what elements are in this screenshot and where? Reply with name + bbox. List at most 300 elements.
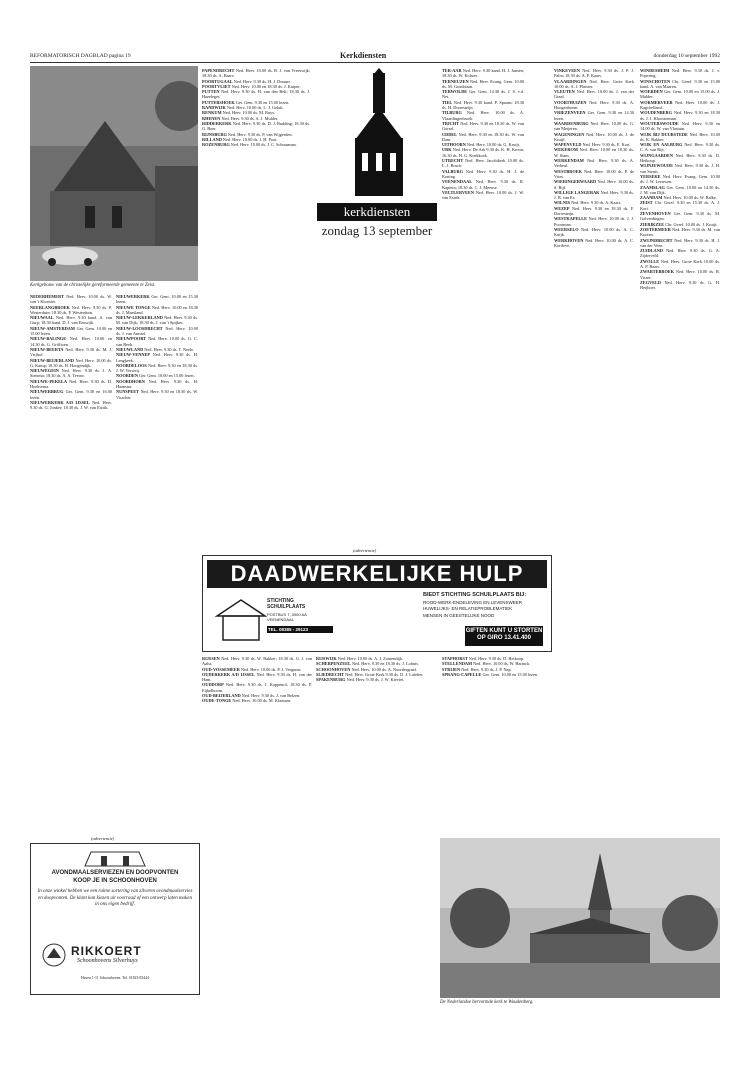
- place-name: NIEUWEGEIN: [30, 368, 59, 374]
- service-details: Ger. Gem. 9.30 en 15.00 lezen.: [235, 99, 290, 105]
- service-details: Ned. Herv. 10.00 ds. J. W. van Estrik.: [442, 189, 524, 201]
- service-entry: [30, 294, 112, 305]
- place-name: WOUTERSWOUDE: [640, 120, 679, 126]
- church-photo-woudenberg: [440, 838, 720, 998]
- place-name: UTRECHT: [442, 158, 464, 164]
- service-details: Ned. Herv. 9.30 ds. C. A. van Rijt.: [640, 142, 720, 153]
- place-name: ZWARTEBROEK: [640, 269, 674, 275]
- service-details: Ned. Herv. 9.30 en 18.30 ds. W. Visscher.: [116, 389, 198, 400]
- service-date: zondag 13 september: [321, 223, 433, 238]
- service-details: Ned. Herv. 10.00 ds. R. Visser.: [640, 269, 720, 280]
- place-name: YERSEKE: [640, 173, 661, 179]
- place-name: ZAANDAM: [640, 195, 663, 201]
- service-details: Ned. Herv. 10.00 ds. J. van Amstel.: [116, 325, 198, 337]
- service-details: Ned. Herv. 10.00 ds. J. Kagchelland.: [640, 99, 720, 111]
- service-entry: [442, 179, 524, 190]
- place-name: VLEUTEN: [554, 89, 575, 95]
- service-details: Ned. Herv. 9.30 ds. E. Kort.: [582, 142, 631, 148]
- place-name: ZEGVELD: [640, 279, 662, 285]
- service-details: Ger. Gem. 10.00 en 15.00 lezen.: [482, 671, 539, 677]
- service-entry: [442, 100, 524, 111]
- service-entry: [30, 315, 112, 326]
- service-entry: [640, 142, 720, 153]
- listing-column-2: [202, 68, 310, 548]
- ad-bullets: [423, 592, 526, 619]
- place-name: ZEVENHOVEN: [640, 211, 671, 217]
- service-details: Ned. Herv. 9.30 ds. H. Haanstra.: [116, 378, 198, 390]
- kerkdiensten-title: kerkdiensten: [317, 203, 437, 221]
- service-details: Ned. Herv. 10.00 ds. K. Bakker.: [640, 131, 720, 142]
- place-name: VLAARDINGEN: [554, 78, 587, 84]
- service-details: Ned. Herv. 10.00 ds. G. Kruijt.: [466, 142, 521, 148]
- place-name: POORTUGAAL: [202, 78, 233, 84]
- service-entry: [316, 677, 434, 682]
- service-details: Ned. Herv. 9.30 ds. J. van Belzen.: [241, 693, 301, 699]
- service-details: Ned. Herv. Grote Kerk 9.30 ds. D. J. Lafeber.: [345, 671, 424, 677]
- service-details: Ned. Herv. 10.00 ds. L. J. Geluk.: [226, 105, 284, 111]
- photo1-caption: Kerkgebouw van de christelijke gereformeerde gemeente te Zeist.: [30, 283, 156, 288]
- place-name: NIEUW-BEIJERLAND: [30, 357, 75, 363]
- place-name: WIJK BIJ DUURSTEDE: [640, 131, 688, 137]
- service-entry: [554, 238, 634, 249]
- service-details: Ned. Herv. 10.00 ds. J. van der Graaf.: [554, 89, 634, 100]
- place-name: NIEUW-VENNEP: [116, 352, 150, 358]
- service-details: Ned. Herv. 9.30 kand. P. Spaans; 18.30 ds. H. Dorresteijn.: [442, 99, 524, 111]
- service-entry: [116, 379, 198, 390]
- header-left: REFORMATORISCH DAGBLAD pagina 19: [30, 53, 131, 59]
- service-entry: [554, 132, 634, 143]
- service-details: Ned. Herv. 9.30 ds. J. H. van Stenis.: [640, 163, 720, 174]
- place-name: NOORDHORN: [116, 378, 145, 384]
- service-details: Ger. Gem. 10.00 en 14.30 ds. J. M. van Dijk.: [640, 184, 720, 195]
- service-entry: [442, 79, 524, 90]
- service-entry: [554, 110, 634, 121]
- place-name: NIEUW-AMSTERDAM: [30, 325, 75, 331]
- service-details: Ned. Herv. 9.30 ds. M. van Dijk; 18.30 ds. J. van 't Spijker.: [116, 315, 198, 326]
- place-name: WERKENDAM: [554, 158, 584, 164]
- place-name: OUD-BEIJERLAND: [202, 693, 241, 699]
- service-details: Ned. Herv. Jacobikerk 10.00 ds. L. J. Bosch.: [442, 158, 524, 169]
- service-details: Ned. Herv. 9.30 ds. J. v. Popering.: [640, 68, 720, 79]
- service-details: Chr. Geref. 10.00 ds. J. Kruijt.: [665, 221, 718, 227]
- service-details: Ned. Herv. 9.30 ds. H. J. de Koning.: [442, 168, 524, 179]
- place-name: VALBURG: [442, 168, 463, 174]
- service-entry: [640, 110, 720, 121]
- place-name: NIEUWE-PEKELA: [30, 378, 68, 384]
- service-entry: [640, 89, 720, 100]
- place-name: NIEUW-LOOSDRECHT: [116, 325, 163, 331]
- place-name: WESTKAPELLE: [554, 216, 587, 222]
- listing-column-5: [640, 68, 720, 828]
- service-details: Ger. Gem. 14.30 ds. J. S. v.d. Net.: [442, 89, 524, 100]
- service-entry: [554, 100, 634, 111]
- service-entry: [640, 227, 720, 238]
- place-name: NIEUWERKERK: [116, 294, 150, 299]
- place-name: TER-AAR: [442, 68, 462, 73]
- place-name: ZWIJNDRECHT: [640, 237, 673, 243]
- place-name: NOORDEN: [116, 373, 138, 379]
- place-name: WIJNJEWOUDE: [640, 163, 673, 169]
- place-name: WESTBROEK: [554, 168, 582, 174]
- service-entry: [442, 68, 524, 79]
- service-entry: [442, 190, 524, 201]
- place-name: RILLAND: [202, 136, 222, 142]
- service-entry: [554, 179, 634, 190]
- service-entry: [442, 158, 524, 169]
- service-details: Ned. Herv. 10.00 ds. G. Kamp; 18.30 ds. H. Hoogendijk.: [30, 357, 112, 368]
- service-entry: [202, 698, 312, 703]
- bullet-item: HUWELIJKS- EN RELATIEPROBLEMATIEK: [423, 606, 513, 611]
- service-entry: [202, 68, 310, 79]
- place-name: STRIJEN: [442, 666, 461, 672]
- service-entry: [202, 656, 312, 667]
- place-name: RIJNSBURG: [202, 131, 227, 137]
- service-details: Chr. Geref. 9.30 en 15.00 kand. A. van Maaren.: [640, 78, 720, 89]
- place-name: WIERINGERWAARD: [554, 179, 597, 185]
- place-name: VELTLERVEEN: [442, 189, 474, 195]
- place-name: ZEIST: [640, 200, 653, 206]
- service-entry: [30, 379, 112, 390]
- service-entry: [640, 259, 720, 270]
- place-name: OUDERKERK A/D IJSSEL: [202, 671, 255, 677]
- service-entry: [202, 682, 312, 693]
- service-details: Ned. Herv. 10.00 ds. A. C. Kortleve.: [554, 237, 634, 248]
- place-name: NIEUWAAL: [30, 315, 54, 321]
- photo2-caption: De Nederlandse hervormde kerk te Woudenberg.: [440, 1000, 534, 1005]
- service-details: Ned. Herv. 9.30 ds. H. van den Belt; 18.30 ds. J. Hazeleger.: [202, 89, 310, 100]
- place-name: WINDESHEIM: [640, 68, 670, 73]
- service-details: Ned. Herv. 9.30 ds. J. P. J. Palm; 18.30 ds. A. P. Kaars.: [554, 68, 634, 79]
- service-details: Ned. Herv. 9.30 ds. H. Lengkeek.: [116, 352, 198, 363]
- service-details: Ger. Gem. 10.00 en 15.00 lezen.: [30, 325, 112, 337]
- service-details: Ned. Herv. 9.30 en 14.00 ds. W. van Vlastuin.: [640, 120, 720, 132]
- place-name: ZWOLLE: [640, 258, 660, 264]
- place-name: SCHERPENZEEL: [316, 661, 351, 667]
- service-entry: [640, 269, 720, 280]
- place-name: NEDERHEMERT: [30, 294, 64, 299]
- service-details: Ned. Herv. 9.30 ds. A. Hoogenboom.: [554, 99, 634, 111]
- service-details: Ned. Herv. 10.00 ds. S. Bijl.: [554, 179, 634, 190]
- service-entry: [116, 389, 198, 400]
- place-name: WILNIS: [554, 200, 571, 206]
- rikkoert-ad: [30, 836, 200, 995]
- service-entry: [202, 672, 312, 683]
- service-entry: [30, 347, 112, 358]
- service-details: Ned. Herv. 10.00 ds. M. Klaassen.: [232, 698, 292, 704]
- bullet-item: ROOD-WERK-ENDELEVING EN LEVENSWEER: [423, 599, 523, 605]
- service-details: Ned. Herv. De Ark 9.30 ds. K. H. Kroon; 16.30 ds. H. G. Koekkoek.: [442, 147, 524, 158]
- section-title: Kerkdiensten: [340, 51, 387, 60]
- service-details: Ned. Herv. 9.30 en 18.30 ds. J. Lohuis.: [351, 661, 419, 667]
- service-details: Ned. Herv. 9.30 ds. P. van Wijgerden.: [227, 131, 293, 137]
- service-entry: [202, 121, 310, 132]
- service-entry: [640, 238, 720, 249]
- place-name: RENKUM: [202, 110, 222, 116]
- service-entry: [442, 121, 524, 132]
- ad-label: (advertentie): [353, 548, 377, 553]
- ad2-body: In onze winkel hebben we een ruime sortering van zilveren avondmaalservies en doopvonten. De klant kan kiezen uit voorraad of een ontwerp laten maken in ons eigen bedrijf.: [37, 889, 193, 907]
- service-details: Ned. Herv. 9.30 ds. A. Kaars.: [571, 200, 622, 206]
- place-name: WOERDEN: [640, 89, 663, 95]
- service-details: Ned. Herv. 9.30 ds. A. J. Mulder.: [221, 115, 279, 121]
- service-details: Ned. Herv. Evang. Gem. 10.00 ds. J. W. Leeuwen.: [640, 173, 720, 185]
- stichting-box: [213, 596, 331, 644]
- service-details: Ned. Herv. 10.00 ds. J. de Kruijf.: [554, 131, 634, 142]
- service-entry: [116, 336, 198, 347]
- place-name: PUTTERSHOEK: [202, 99, 235, 105]
- place-name: POORTVLIET: [202, 83, 231, 89]
- service-entry: [30, 389, 112, 400]
- place-name: WERKHOVEN: [554, 237, 584, 243]
- place-name: WEKEROM: [554, 147, 578, 153]
- service-details: Ned. Herv. 9.30 ds. G. A. Zijderveld.: [640, 248, 720, 259]
- place-name: SPRANG-CAPELLE: [442, 671, 482, 677]
- newspaper-page: [30, 50, 720, 1050]
- place-name: ZOETERMEER: [640, 226, 671, 232]
- service-details: Ned. Herv. 9.30 ds. H. J. van der Veen.: [640, 237, 720, 248]
- service-entry: [554, 190, 634, 201]
- ad2-address: Haven 1-11 Schoonhoven. Tel. 01823-83444: [80, 976, 150, 980]
- service-details: Chr. Geref. 9.30 en 15.30 ds. A. J. Kort.: [640, 200, 720, 211]
- ad2-line2: KOOP JE IN SCHOONHOVEN: [73, 878, 157, 884]
- place-name: WOUDENBERG: [640, 110, 672, 116]
- service-entry: [640, 68, 720, 79]
- service-details: Ned. Herv. 10.00 ds. B. J. van Vreeswijk; 18.30 ds. A. Baars.: [202, 68, 310, 79]
- service-entry: [442, 110, 524, 121]
- place-name: WAARDENBURG: [554, 120, 589, 126]
- listing-column-1b: [116, 294, 198, 839]
- listing-column-3: [442, 68, 524, 548]
- service-details: Ned. Herv. 10.00 ds. W. van 't Klooster.: [30, 294, 112, 305]
- place-name: RIJSSEN: [202, 656, 220, 661]
- place-name: OUDDORP: [202, 682, 224, 688]
- place-name: TERWOLDE: [442, 89, 468, 95]
- place-name: WEERSELO: [554, 226, 579, 232]
- place-name: TILBURG: [442, 110, 462, 116]
- service-details: Ned. Herv. Grote Kerk 10.00 ds. A. P. Baars.: [640, 258, 720, 269]
- service-details: Ned. Herv. 9.30 ds. G. H. Heijboer.: [640, 279, 720, 291]
- service-entry: [116, 305, 198, 316]
- place-name: WAPENVELD: [554, 142, 582, 148]
- place-name: WINSCHOTEN: [640, 78, 671, 84]
- place-name: NUNSPEET: [116, 389, 139, 395]
- place-name: NIEUWLAND: [116, 346, 144, 352]
- bullet-item: MENSEN IN GEESTELIJKE NOOD: [423, 612, 495, 618]
- place-name: NIEUWPOORT: [116, 336, 147, 342]
- service-details: Ned. Herv. 9.30 en 18.30 ds. W. van Gorsel.: [442, 120, 524, 132]
- bullets-title: BIEDT STICHTING SCHUILPLAATS BIJ:: [423, 592, 527, 598]
- stichting-address: POSTBUS 7, 3900 AA VEENENDAAL: [267, 612, 307, 622]
- place-name: NIEUW-LEKKERLAND: [116, 315, 163, 321]
- place-name: VOORTHUIZEN: [554, 99, 587, 105]
- place-name: ZAAMSLAG: [640, 184, 665, 190]
- service-entry: [640, 185, 720, 196]
- place-name: RANDWIJK: [202, 105, 226, 111]
- service-details: Ned. Herv. 10.00 ds. J. H. Poot.: [222, 136, 278, 142]
- listing-column-4: [554, 68, 634, 828]
- place-name: UDDEL: [442, 131, 458, 137]
- stichting-name: STICHTING SCHUILPLAATS: [267, 598, 306, 610]
- service-entry: [554, 121, 634, 132]
- service-entry: [554, 147, 634, 158]
- listing-column-3b: [442, 656, 550, 834]
- place-name: SCHOONHOVEN: [316, 666, 351, 672]
- place-name: ROZENBURG: [202, 142, 230, 148]
- service-details: Ned. Herv. 10.00 ds. W. Balke.: [663, 195, 717, 201]
- service-details: Ned. Herv. 9.30 ds. H. J. Donner.: [233, 78, 291, 84]
- place-name: PAPENDRECHT: [202, 68, 235, 73]
- service-entry: [30, 305, 112, 316]
- place-name: NIEUWERBRUG: [30, 389, 64, 395]
- service-entry: [554, 158, 634, 169]
- service-entry: [554, 79, 634, 90]
- place-name: URK: [442, 147, 452, 153]
- place-name: STELLENDAM: [442, 661, 473, 667]
- service-details: Ger. Gem. 9.30 ds. M. Golverdingen.: [640, 211, 720, 222]
- service-details: Ned. Herv. 9.30 ds. J. A. Sietsma; 18.30 ds. A. A. Teeuw.: [30, 368, 112, 379]
- service-details: Ned. Herv. 10.00 ds. W. Harinck.: [473, 661, 531, 667]
- kerkdiensten-logo: [315, 68, 439, 258]
- service-entry: [554, 68, 634, 79]
- service-details: Ned. Herv. 9.30 ds. G. Jonker; 18.30 ds. J. W. van Estrik.: [30, 399, 112, 411]
- service-details: Ger. Gem. 10.00 en 15.00 lezen.: [139, 373, 195, 379]
- service-details: Ger. Gem. 10.00 en 15.30 lezen.: [116, 294, 198, 305]
- service-details: Ned. Herv. 10.00 ds. A. C. Kuijk.: [554, 226, 634, 238]
- place-name: WIJNGAARDEN: [640, 152, 673, 158]
- service-details: Ned. Herv. 10.00 ds. M. Ruys.: [222, 110, 276, 116]
- service-entry: [442, 89, 524, 100]
- listing-column-2b: [202, 656, 312, 996]
- service-details: Ned. Herv. 9.30 ds. W. Bakker; 18.30 ds. G. J. van Aalst.: [202, 656, 312, 667]
- service-entry: [116, 326, 198, 337]
- brand-name: RIKKOERT: [71, 944, 142, 958]
- service-details: Ned. Herv. 9.30 ds. D. Hoeksema.: [30, 378, 112, 390]
- service-details: Ger. Gem. 9.30 en 14.30 lezen.: [554, 110, 634, 121]
- service-details: Ned. Herv. Grote Kerk 10.00 ds. A. J. Plaisier.: [554, 78, 634, 89]
- place-name: ZIERIKZEE: [640, 221, 665, 227]
- place-name: WORMERVEER: [640, 99, 673, 105]
- service-details: Ned. Herv. 10.00 en 18.30 ds. J. Kuiper.: [231, 83, 301, 89]
- place-name: NOORDELOOS: [116, 362, 147, 368]
- service-entry: [554, 89, 634, 100]
- service-details: Ned. Herv. 9.30 ds. D. J. Budding; 18.30 ds. G. Boer.: [202, 120, 310, 132]
- place-name: VRIEZENVEEN: [554, 110, 586, 116]
- service-entry: [554, 227, 634, 238]
- place-name: STAPHORST: [442, 656, 468, 661]
- service-details: Ned. Herv. 10.00 ds. G. C. van Beek.: [116, 336, 198, 347]
- place-name: TIEL: [442, 99, 453, 105]
- service-details: Ned. Herv. 10.00 ds. A. Noordergraaf.: [351, 666, 418, 672]
- service-entry: [640, 174, 720, 185]
- service-entry: [640, 280, 720, 291]
- service-details: Ned. Herv. 9.30 ds. D. Heikoop.: [640, 152, 720, 164]
- service-details: Ned. Herv. 9.30 ds. J. B. van Es.: [554, 189, 634, 201]
- service-details: Ned. Herv. 9.30 ds. R. Kaptein; 18.30 ds. C. J. Meeuse.: [442, 179, 524, 190]
- service-details: Ned. Herv. 10.00 ds. P. de Vries.: [554, 168, 634, 179]
- service-entry: [442, 169, 524, 180]
- place-name: NEERLANGBROEK: [30, 304, 70, 310]
- service-details: Ned. Herv. 10.00 ds. G. van Meijeren.: [554, 120, 634, 132]
- church-photo-zeist: [30, 66, 198, 281]
- place-name: RIJSWIJK: [316, 656, 337, 661]
- service-details: Ned. Herv. 9.30 ds. H. van der Ham.: [202, 671, 312, 683]
- listing-column-2c: [316, 656, 434, 996]
- service-details: Ned. Herv. 9.30 en 18.30 ds. J. J. Kloosterman.: [640, 110, 720, 121]
- place-name: VEENENDAAL: [442, 179, 473, 185]
- place-name: UITHOORN: [442, 142, 466, 148]
- service-entry: [202, 142, 310, 147]
- service-details: Ned. Herv. 9.30 ds. J. Koppenol; 18.30 ds. P. Eijkelboom.: [202, 682, 312, 693]
- service-entry: [640, 153, 720, 164]
- service-details: Ned. Herv. 9.30 en 18.30 ds. F. Dorresteijn.: [554, 205, 634, 217]
- place-name: PUTTEN: [202, 89, 220, 95]
- service-entry: [554, 216, 634, 227]
- service-details: Ned. Herv. 9.30 ds. M. J. Vrijhof.: [30, 346, 112, 358]
- service-entry: [640, 121, 720, 132]
- service-details: Ned. Herv. 9.30 ds. D. Heikoop.: [468, 656, 525, 661]
- service-details: Ned. Herv. 10.00 ds. P. J. Vergunst.: [240, 666, 302, 672]
- service-entry: [116, 315, 198, 326]
- service-entry: [554, 206, 634, 217]
- service-entry: [640, 79, 720, 90]
- place-name: TERNEUZEN: [442, 78, 469, 84]
- page-header: [30, 50, 720, 63]
- service-details: Ned. Herv. 9.30 ds. A. Verheul.: [554, 158, 634, 169]
- gift-giro-box: GIFTEN KUNT U STORTEN OP GIRO 13.41.400: [465, 626, 543, 646]
- service-details: Ned. Herv. 9.30 ds. M. van Kooten.: [640, 226, 720, 238]
- ad-label: (advertentie): [91, 836, 115, 841]
- place-name: NIEUW-BALINGE: [30, 336, 67, 342]
- header-date: donderdag 10 september 1992: [653, 53, 720, 59]
- place-name: VINKEVEEN: [554, 68, 581, 73]
- service-details: Ned. Herv. 10.00 ds. J. C. Schuurman.: [230, 142, 297, 148]
- listing-column-1: [30, 294, 115, 841]
- place-name: TRICHT: [442, 120, 459, 126]
- service-details: Ned. Herv. 9.30 en 18.30 ds. W. van Dam.: [442, 131, 524, 142]
- place-name: NIEUWERKERK A/D IJSSEL: [30, 399, 90, 405]
- place-name: WAGENINGEN: [554, 131, 585, 137]
- service-details: Ned. Herv. 9.30 en 18.30 ds. J. W. Verweij.: [116, 362, 198, 374]
- service-entry: [30, 368, 112, 379]
- service-entry: [442, 672, 550, 677]
- service-entry: [640, 132, 720, 143]
- place-name: RHENEN: [202, 115, 221, 121]
- place-name: OUDE-TONGE: [202, 698, 232, 704]
- brand-subtitle: Schoonhovens Silverhuys: [77, 958, 138, 964]
- service-entry: [202, 89, 310, 100]
- place-name: WEZEP: [554, 205, 570, 211]
- service-entry: [30, 326, 112, 337]
- daadwerkelijke-hulp-ad: [202, 548, 552, 652]
- service-details: Ned. Herv. 9.30 kand. A. van Gurp; 18.30 kand. D. J. van Eeuwijk.: [30, 315, 112, 326]
- ad-headline: DAADWERKELIJKE HULP: [207, 560, 547, 588]
- service-details: Ger. Gem. 9.30 en 16.00 lezen.: [30, 389, 112, 400]
- service-details: Ned. Herv. 9.30 ds. J. P. Nap.: [461, 666, 512, 672]
- service-details: Ned. Herv. 9.30 ds. J. W. Kieviet.: [346, 677, 405, 683]
- place-name: NIEUWE TONGE: [116, 304, 151, 310]
- service-entry: [116, 363, 198, 374]
- service-details: Ned. Herv. Evang. Gem. 10.00 ds. M. Goudriaan.: [442, 78, 524, 89]
- place-name: NIEUW-BEERTA: [30, 346, 64, 352]
- service-details: Ned. Herv. 10.00 en 18.30 ds. J. Maasland.: [116, 304, 198, 315]
- service-entry: [554, 169, 634, 180]
- service-entry: [442, 147, 524, 158]
- place-name: WIJK EN AALBURG: [640, 142, 683, 148]
- service-details: Ned. Herv. 10.00 en 14.30 ds. G. Griffioen.: [30, 336, 112, 347]
- service-entry: [640, 100, 720, 111]
- service-details: Ned. Herv. 10.00 en 18.30 ds. W. Stam.: [554, 147, 634, 158]
- service-details: Ned. Herv. 10.00 ds. A. Vlaardingerbroek.: [442, 110, 524, 121]
